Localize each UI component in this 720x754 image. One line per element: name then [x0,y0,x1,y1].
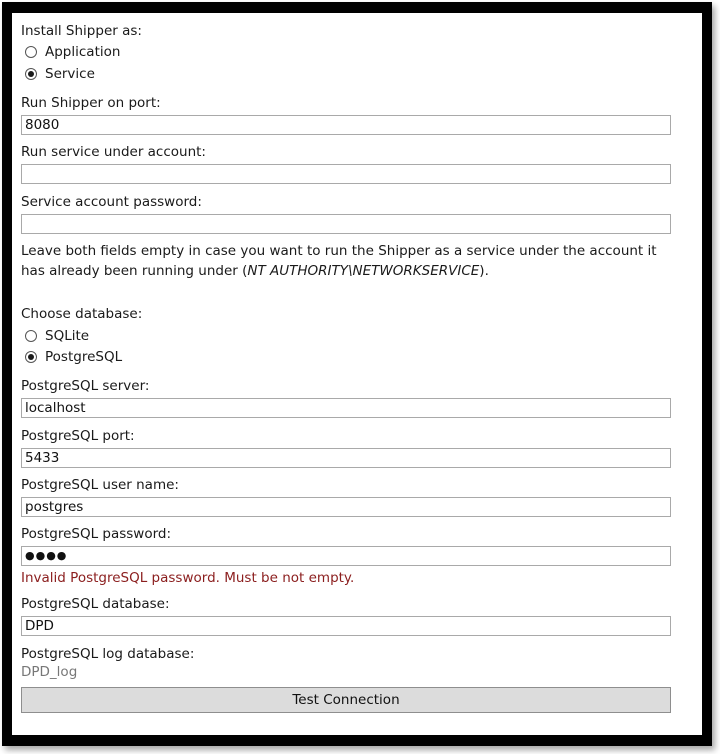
test-connection-button[interactable]: Test Connection [21,687,671,713]
pg-server-label: PostgreSQL server: [21,378,150,394]
account-label: Run service under account: [21,144,206,160]
pg-log-database-value: DPD_log [21,664,78,680]
account-password-label: Service account password: [21,194,202,210]
radio-postgresql-circle[interactable] [25,351,37,363]
radio-application-circle[interactable] [25,46,37,58]
account-input[interactable] [21,164,671,184]
settings-panel [12,13,702,735]
radio-sqlite-circle[interactable] [25,330,37,342]
account-note: Leave both fields empty in case you want to run the Shipper as a service under the account it has already been running under (NT AUTHORITY\NETWORKSERVICE). [21,243,657,279]
radio-postgresql-label: PostgreSQL [45,349,123,365]
radio-application-label: Application [45,44,121,60]
pg-user-label: PostgreSQL user name: [21,477,179,493]
radio-sqlite-label: SQLite [45,328,90,344]
radio-sqlite[interactable] [25,327,89,345]
pg-password-error: Invalid PostgreSQL password. Must be not empty. [21,570,355,586]
pg-database-label: PostgreSQL database: [21,596,170,612]
pg-port-label: PostgreSQL port: [21,428,135,444]
radio-service-label: Service [45,66,95,82]
pg-port-input[interactable]: 5433 [21,448,671,468]
radio-service[interactable] [25,65,95,83]
pg-server-input[interactable]: localhost [21,398,671,418]
window-frame [2,2,712,746]
database-heading: Choose database: [21,306,143,322]
radio-service-circle[interactable] [25,68,37,80]
radio-application[interactable] [25,43,120,61]
account-note-default: NT AUTHORITY\NETWORKSERVICE [247,263,480,279]
pg-database-input[interactable]: DPD [21,616,671,636]
port-label: Run Shipper on port: [21,95,161,111]
account-password-input[interactable] [21,214,671,234]
install-heading: Install Shipper as: [21,23,142,39]
pg-password-label: PostgreSQL password: [21,526,172,542]
pg-user-input[interactable]: postgres [21,497,671,517]
pg-log-database-label: PostgreSQL log database: [21,646,195,662]
radio-postgresql[interactable] [25,348,122,366]
pg-password-input[interactable]: ●●●● [21,546,671,566]
port-input[interactable]: 8080 [21,115,671,135]
